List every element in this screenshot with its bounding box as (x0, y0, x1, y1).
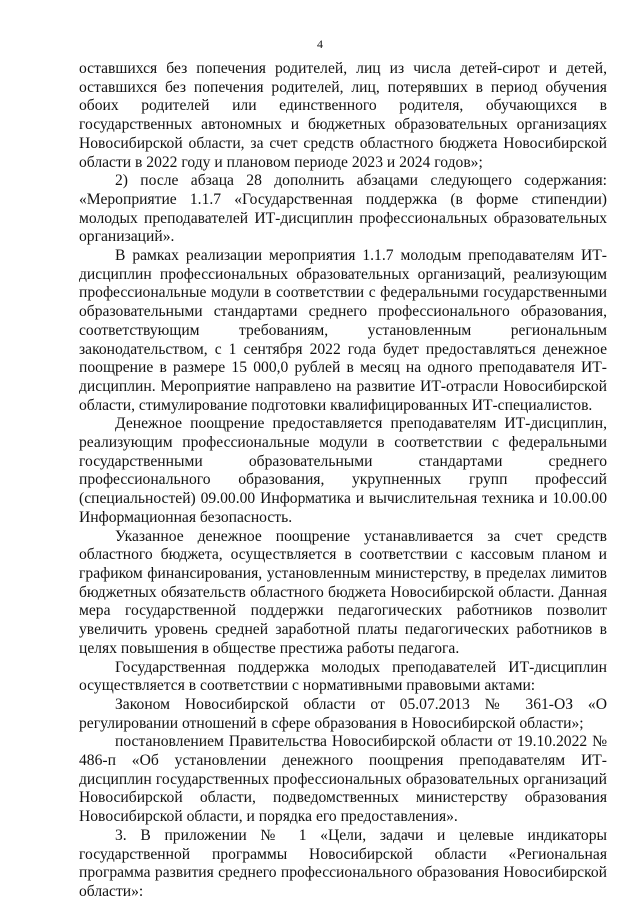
paragraph-resolution-reference: постановлением Правительства Новосибирской области от 19.10.2022 № 486-п «Об установлении денежного поощрения преподавателям ИТ-дисциплин государственных профессиональных образовательных организаций Новосибирской области, подведомственных министерству образования Новосибирской области, и порядка его предоставления». (79, 733, 607, 826)
paragraph-item-3: 3. В приложении № 1 «Цели, задачи и целевые индикаторы государственной программы Новосибирской области «Региональная программа развития среднего профессионального образования Новосибирской области»: (79, 826, 607, 900)
paragraph-reward-recipients: Денежное поощрение предоставляется преподавателям ИТ-дисциплин, реализующим профессиональные модули в соответствии с федеральными государственными образовательными стандартами среднего профессионального образования, укрупненных групп профессий (специальностей) 09.00.00 Информатика и вычислительная техника и 10.00.00 Информационная безопасность. (79, 415, 607, 526)
paragraph-continuation: оставшихся без попечения родителей, лиц из числа детей-сирот и детей, оставшихся без попечения родителей, лиц, потерявших в период обучения обоих родителей или единственного родителя, обучающихся в государственных автономных и бюджетных образовательных организациях Новосибирской области, за счет средств областного бюджета Новосибирской области в 2022 году и плановом периоде 2023 и 2024 годов»; (79, 60, 607, 171)
document-body (79, 60, 607, 902)
paragraph-legal-basis: Государственная поддержка молодых преподавателей ИТ-дисциплин осуществляется в соответствии с нормативными правовыми актами: (79, 658, 607, 695)
paragraph-measure-description: В рамках реализации мероприятия 1.1.7 молодым преподавателям ИТ-дисциплин профессиональных образовательных организаций, реализующим профессиональные модули в соответствии с федеральными государственными образовательными стандартами среднего профессионального образования, соответствующим требованиям, установленным региональным законодательством, с 1 сентября 2022 года будет предоставляться денежное поощрение в размере 15 000,0 рублей в месяц на одного преподавателя ИТ-дисциплин. Мероприятие направлено на развитие ИТ-отрасли Новосибирской области, стимулирование подготовки квалифицированных ИТ-специалистов. (79, 247, 607, 414)
page-number: 4 (317, 37, 323, 51)
paragraph-funding: Указанное денежное поощрение устанавливается за счет средств областного бюджета, осуществляется в соответствии с кассовым планом и графиком финансирования, установленным министерству, в пределах лимитов бюджетных обязательств областного бюджета Новосибирской области. Данная мера государственной поддержки педагогических работников позволит увеличить уровень средней заработной платы педагогических работников в целях повышения в обществе престижа работы педагога. (79, 527, 607, 657)
paragraph-item-2: 2) после абзаца 28 дополнить абзацами следующего содержания: «Мероприятие 1.1.7 «Государственная поддержка (в форме стипендии) молодых преподавателей ИТ-дисциплин профессиональных образовательных организаций». (79, 172, 607, 246)
paragraph-law-reference: Законом Новосибирской области от 05.07.2013 № 361-ОЗ «О регулировании отношений в сфере образования в Новосибирской области»; (79, 695, 607, 732)
